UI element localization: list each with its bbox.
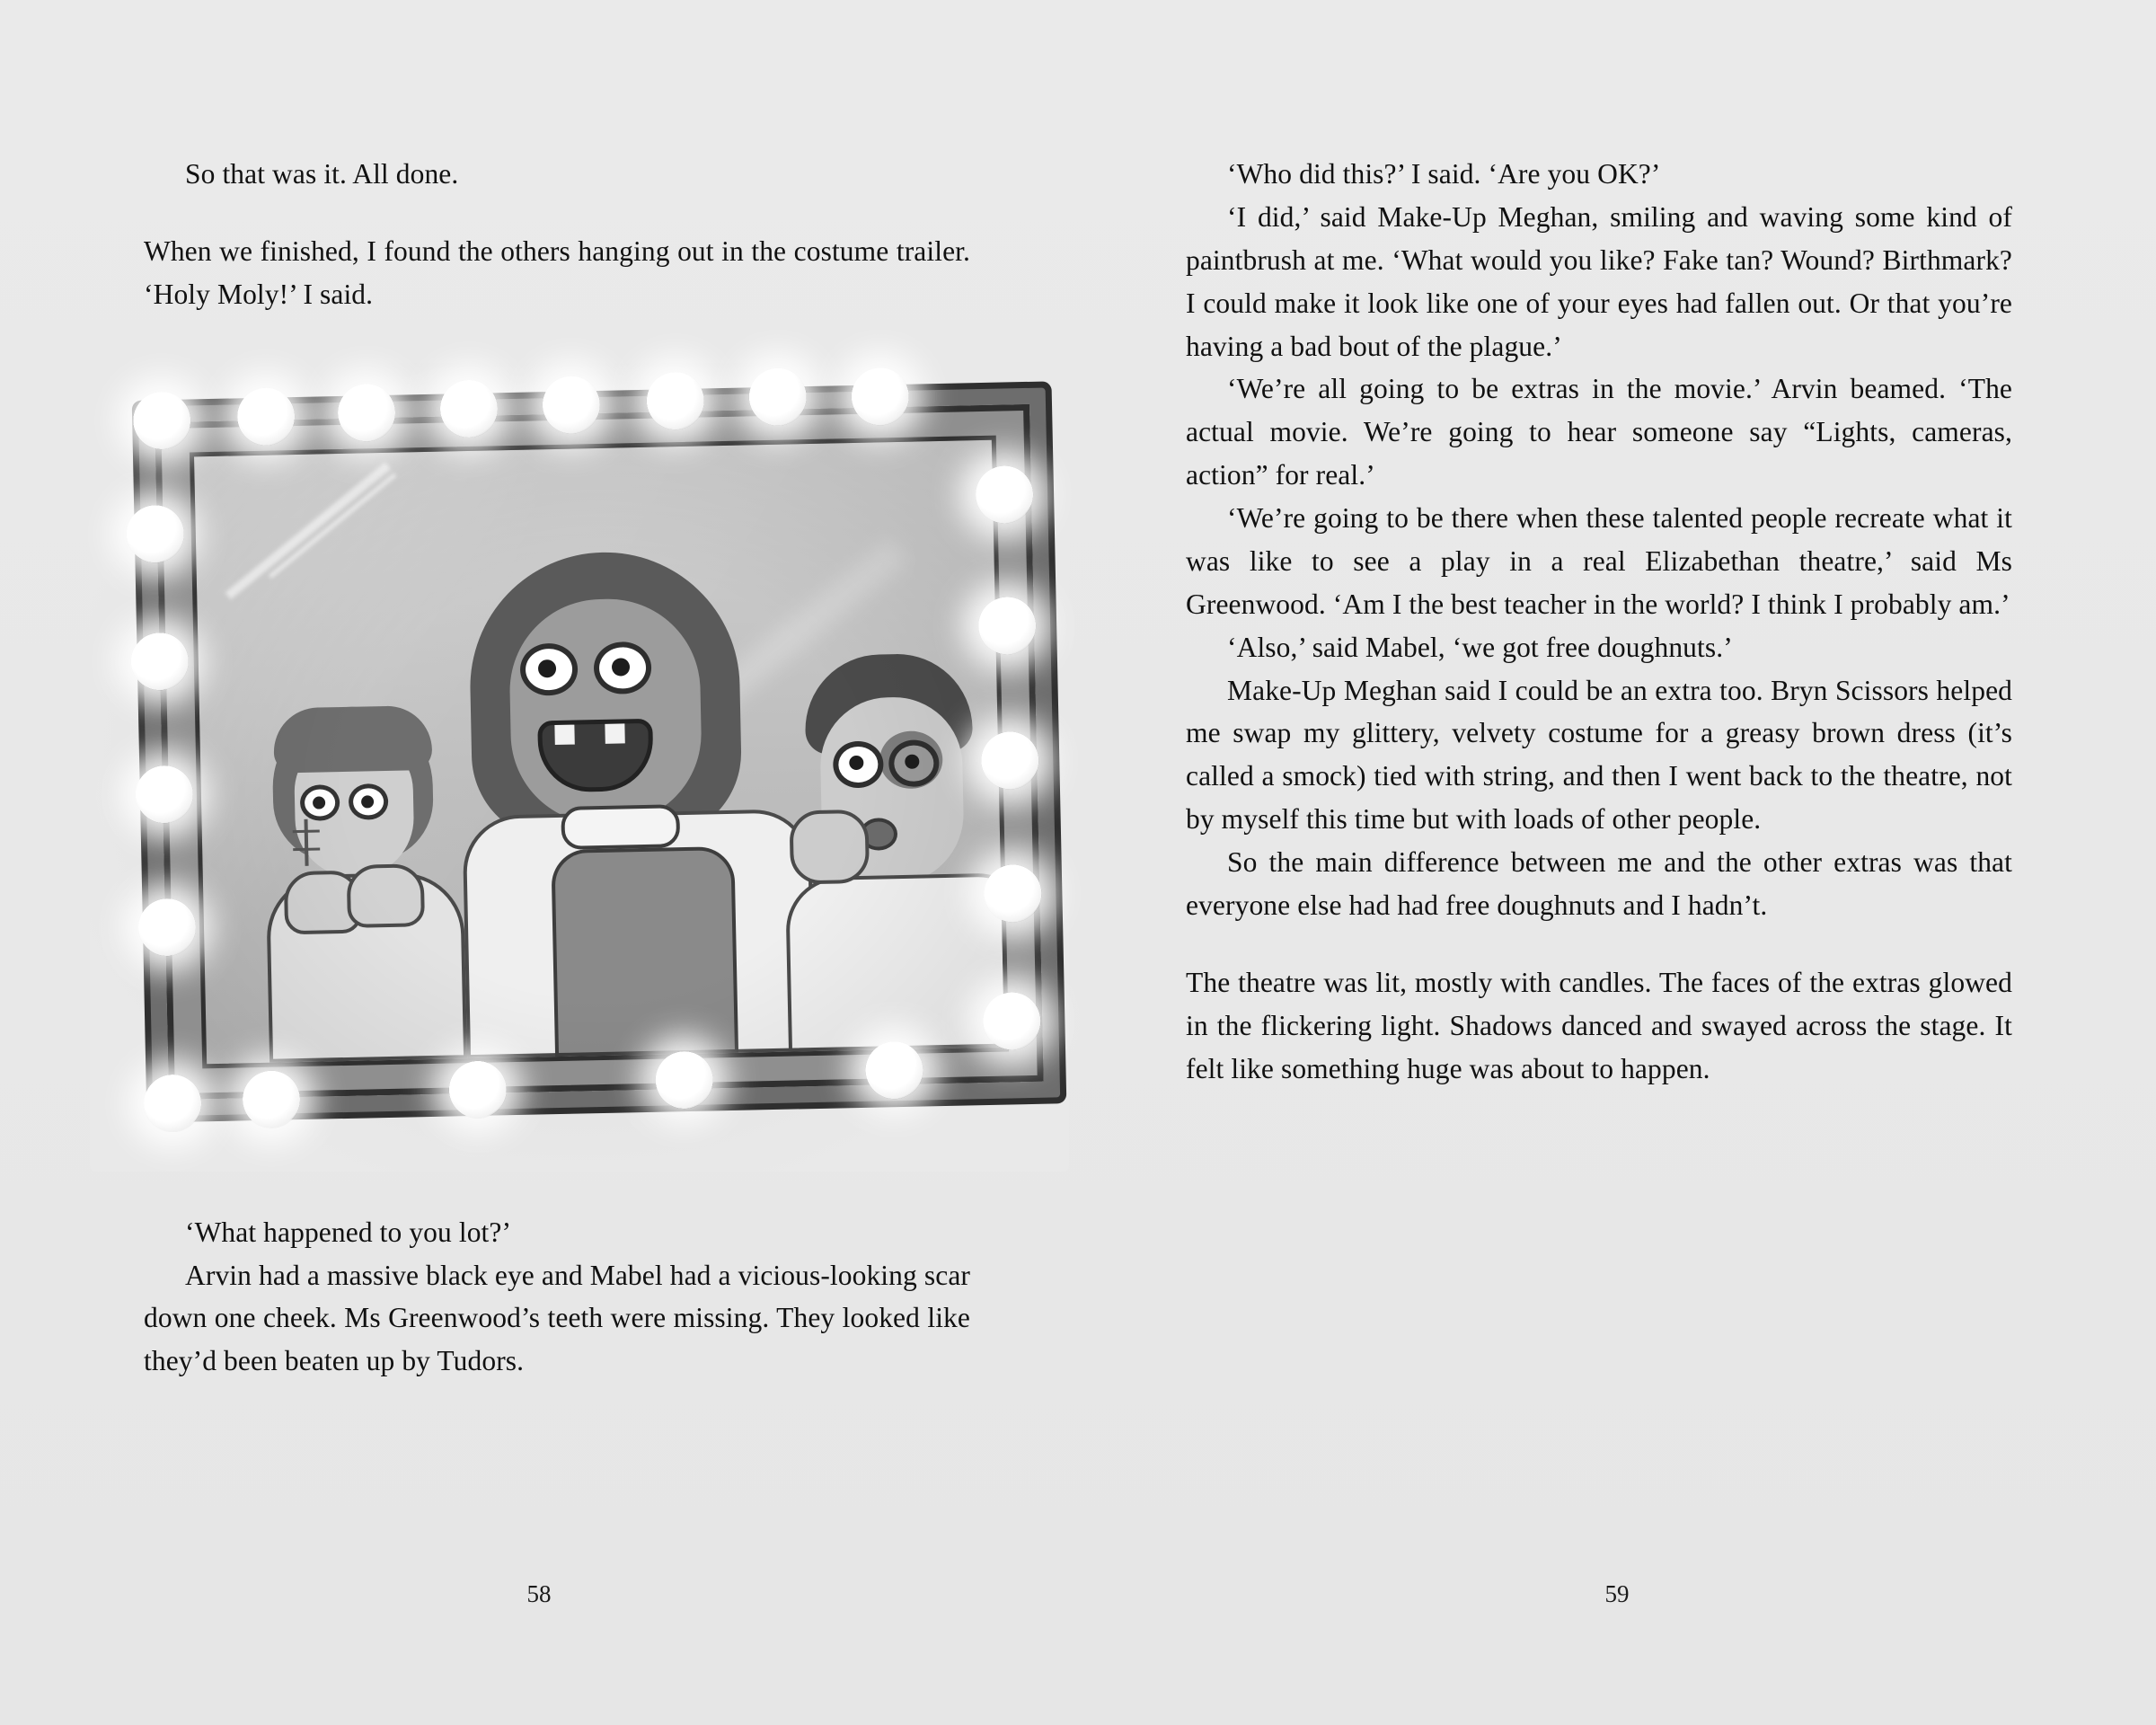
folio-text: 58 [526, 1580, 552, 1607]
reflected-characters [194, 439, 1004, 1063]
mabel-hand-right [347, 863, 425, 928]
paragraph: When we finished, I found the others hanging out in the costume trailer. ‘Holy Moly!’ I said. [144, 234, 970, 310]
paragraph: ‘What happened to you lot?’ [185, 1216, 512, 1248]
paragraph: Make-Up Meghan said I could be an extra too. Bryn Scissors helped me swap my glittery, velvety costume for a greasy brown dress (it’s called a smock) tied with string, and then I went back to the theatre, not by myself this time but with loads of other people. [1186, 674, 2012, 836]
paragraph: Arvin had a massive black eye and Mabel had a vicious-looking scar down one cheek. Ms Greenwood’s teeth were missing. They looked like they’d been beaten up by Tudors. [144, 1259, 970, 1377]
character-mabel [246, 699, 478, 1063]
character-ms-greenwood [447, 548, 817, 1058]
paragraph: ‘Who did this?’ I said. ‘Are you OK?’ [1227, 158, 1661, 190]
paragraph: ‘We’re going to be there when these talented people recreate what it was like to see a play in a real Elizabethan theatre,’ said Ms Greenwood. ‘Am I the best teacher in the world? I think I probably am.’ [1186, 502, 2012, 620]
greenwood-collar [561, 804, 680, 850]
character-arvin [773, 650, 1009, 1051]
mabel-glasses-left [300, 784, 340, 821]
mirror-illustration [90, 363, 1069, 1172]
dressing-room-mirror [138, 387, 1060, 1116]
arvin-body [785, 872, 1009, 1052]
mabel-glasses-right [349, 783, 389, 820]
paragraph: So the main difference between me and the other extras was that everyone else had had free doughnuts and I hadn’t. [1186, 846, 2012, 921]
right-page [1078, 0, 2156, 1725]
paragraph: ‘We’re all going to be extras in the movie.’ Arvin beamed. ‘The actual movie. We’re going to hear someone say “Lights, cameras, action” for real.’ [1186, 373, 2012, 491]
paragraph: The theatre was lit, mostly with candles. The faces of the extras glowed in the flickering light. Shadows danced and swayed across the stage. It felt like something huge was about to happen. [1186, 966, 2012, 1084]
mirror-glass [190, 435, 1009, 1068]
paragraph: So that was it. All done. [185, 158, 459, 190]
greenwood-tooth [605, 723, 624, 743]
page-number-left [0, 1580, 1078, 1608]
mabel-fringe [273, 705, 432, 774]
paragraph: ‘Also,’ said Mabel, ‘we got free doughnuts.’ [1227, 631, 1733, 663]
greenwood-tooth [554, 724, 574, 744]
arvin-hand [789, 809, 870, 884]
greenwood-apron [551, 846, 738, 1057]
folio-text: 59 [1604, 1580, 1630, 1607]
page-number-right [1078, 1580, 2156, 1608]
paragraph: ‘I did,’ said Make-Up Meghan, smiling and waving some kind of paintbrush at me. ‘What would you like? Fake tan? Wound? Birthmark? I could make it look like one of your eyes had fallen out. Or that you’re having a bad bout of the plague.’ [1186, 200, 2012, 362]
